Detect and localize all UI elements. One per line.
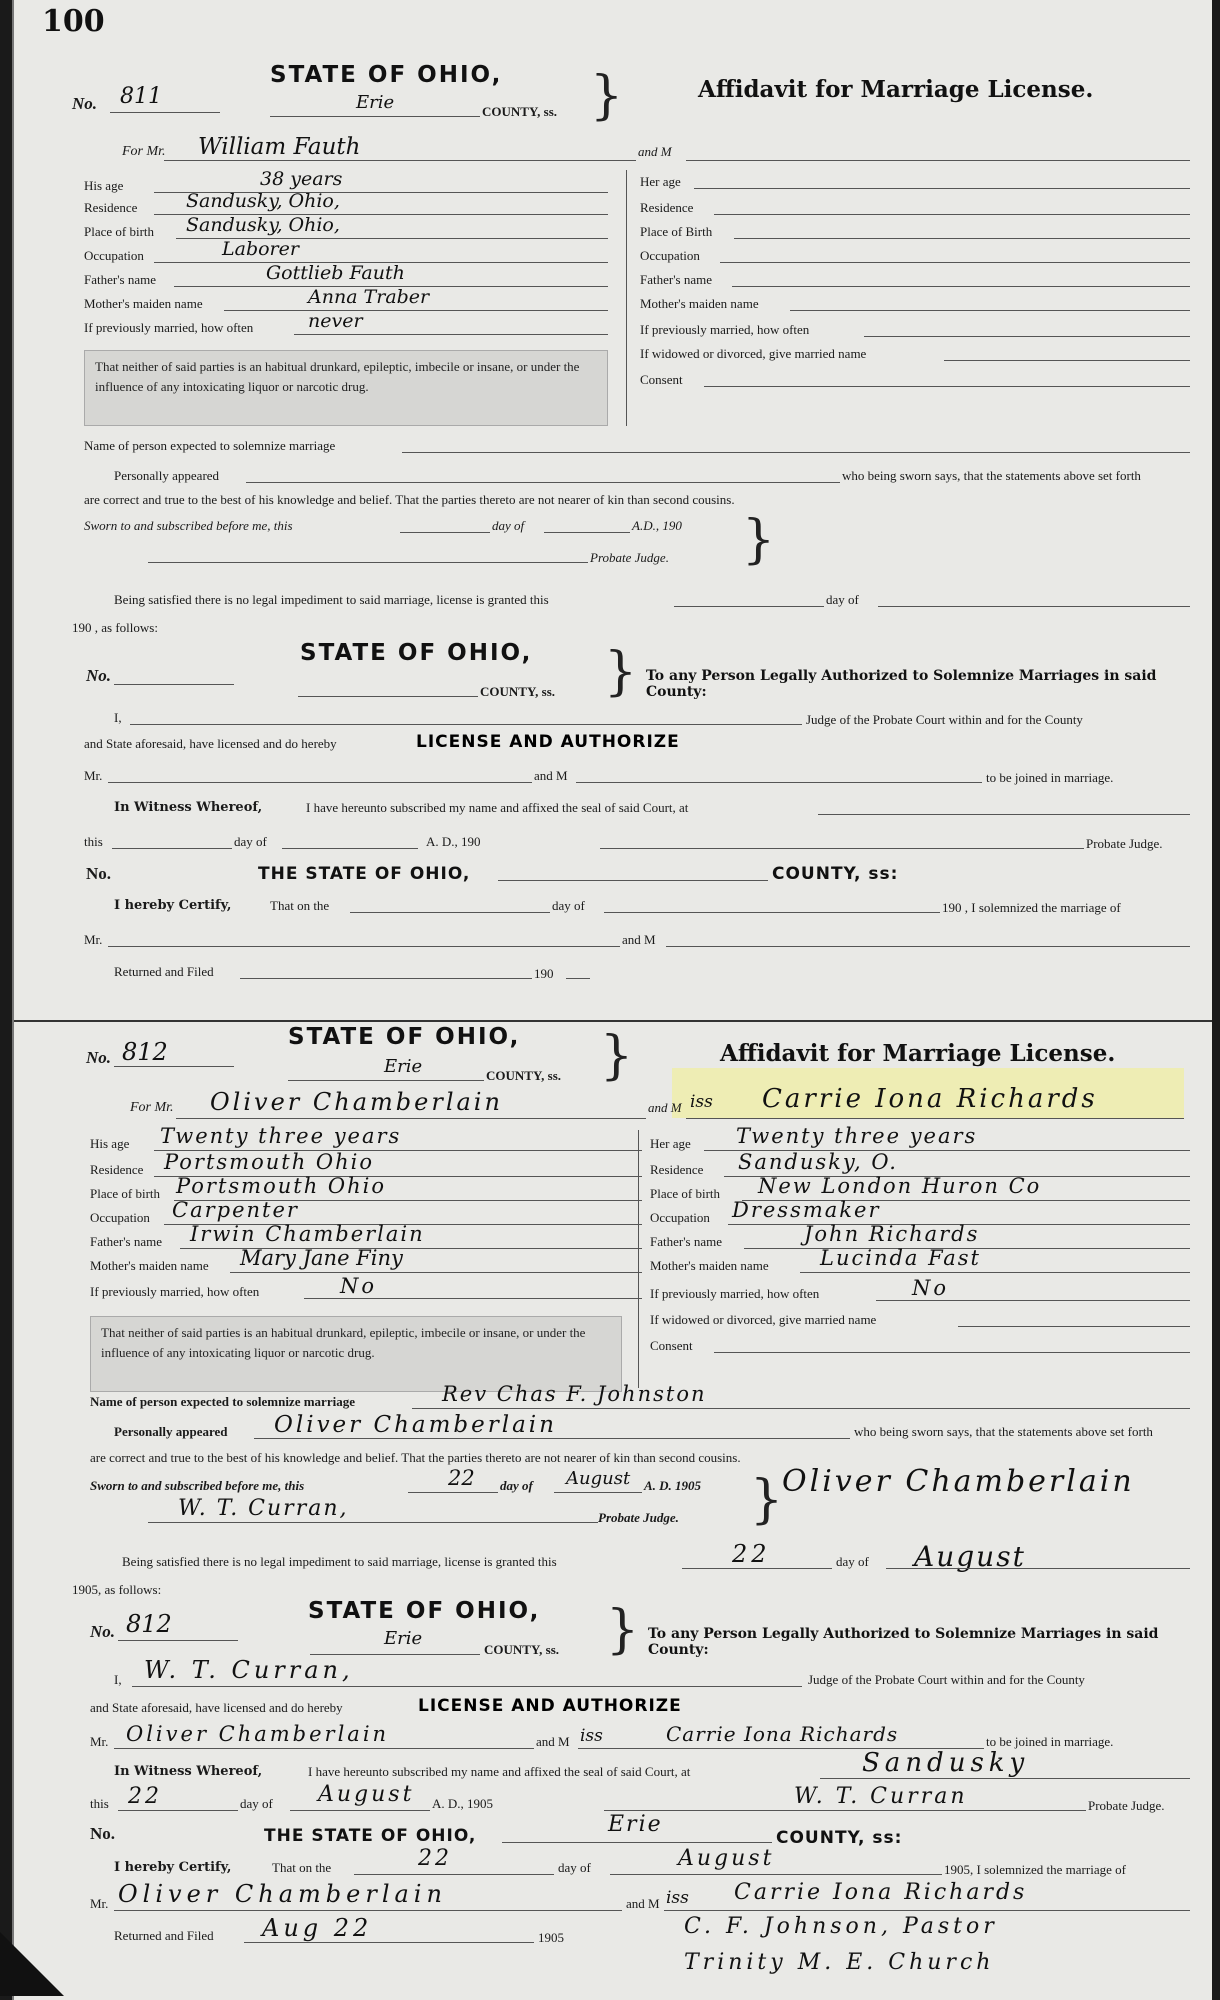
no-label: No. bbox=[90, 1824, 116, 1843]
ad-label: A. D., 190 bbox=[426, 834, 481, 849]
month-value: August bbox=[678, 1846, 775, 1871]
record-page: 100 No. 811 STATE OF OHIO, Erie COUNTY, ss. } Affidavit for Marriage License. For Mr. William Fauth and M His age 38 years Residence Sandusky, Ohio, Place of birth Sandusky, Ohio, Occupation Laborer Father's name Gottlieb Fauth Mother's maiden name Anna Traber If previously married, how often never That neither of said parties is an habitual drunkard, epileptic, imbecile or insane, or under the influence of any intoxicating liquor or narcotic drug. Her age Residence Place of Birth Occupation Father's name Mother's maiden name If previously married, how often If widowed or divorced, give married name Consent Name of person expected to solemnize marriage Personally appeared who being sworn says, that the statements above set forth are correct and true to the best of his knowledge and belief. That the parties thereto are not nearer of kin than second cousins. Sworn to and subscribed before me, this day of A.D., 190 } Probate Judge. Being satisfied there is no legal impediment to said marriage, license is granted this day of 190 , as follows: No. STATE OF OHIO, COUNTY, ss. } To any Person Legally Authorized to Solemnize Marriages in said County: I, Judge of the Probate Court within and for the County and State aforesaid, have licensed and do hereby LICENSE AND AUTHORIZE Mr. and M to be joined in marriage. In Witness Whereof, I have hereunto subscribed my name and affixed the seal of said Court, at this day of A. D., 190 Probate Judge. No. THE STATE OF OHIO, COUNTY, ss: I hereby Certify, That on the day of 190 , I solemnized the marriage of Mr. and M Returned and Filed 190 No. 812 STATE OF OHIO, Erie COUNTY, ss. } Affidavit for Marriage License. For Mr. Oliver Chamberlain and M iss Carrie Iona Richards His age Twenty three years Residence Portsmouth Ohio Place of birth Portsmouth Ohio Occupation Carpenter Father's name Irwin Chamberlain Mother's maiden name Mary Jane Finy If previously married, how often No That neither of said parties is an habitual drunkard, epileptic, imbecile or insane, or under the influence of any intoxicating liquor or narcotic drug. Her age Twenty three years Residence Sandusky, O. Place of birth New London Huron Co Occupation Dressmaker Father's name John Richards Mother's maiden name Lucinda Fast If previously married, how often No If widowed or divorced, give married name Consent Name of person expected to solemnize marriage Rev Chas F. Johnston Personally appeared Oliver Chamberlain who being sworn says, that the statements above set forth are correct and true to the best of his knowledge and belief. That the parties thereto are not nearer of kin than second cousins. Sworn to and subscribed before me, this 22 day of August A. D. 1905 } Oliver Chamberlain W. T. Curran, Probate Judge. Being satisfied there is no legal impediment to said marriage, license is granted this 22 day of August 1905, as follows: No. 812 STATE OF OHIO, Erie COUNTY, ss. } To any Person Legally Authorized to Solemnize Marriages in said County: I, W. T. Curran, Judge of the Probate Court within and for the County and State aforesaid, have licensed and do hereby LICENSE AND AUTHORIZE Mr. Oliver Chamberlain and M iss Carrie Iona Richards to be joined in marriage. In Witness Whereof, I have hereunto subscribed my name and affixed the seal of said Court, at Sandusky this 22 day of August A. D., 1905 W. T. Curran Probate Judge. No. THE STATE OF OHIO, Erie COUNTY, ss: I hereby Certify, That on the 22 day of August 1905, I solemnized the marriage of Mr. Oliver Chamberlain and M iss Carrie Iona Richards Returned and Filed Aug 22 1905 C. F. Johnson, Pastor Trinity M. E. Church bbox=[12, 0, 1212, 2000]
state-heading: STATE OF OHIO, bbox=[270, 62, 503, 88]
applicant-signature: Oliver Chamberlain bbox=[782, 1464, 1135, 1499]
county-name: Erie bbox=[356, 92, 395, 113]
affidavit-title: Affidavit for Marriage License. bbox=[698, 76, 1094, 103]
county-name: Erie bbox=[608, 1812, 663, 1837]
and-m-label: and M bbox=[626, 1896, 660, 1911]
his-age-label: His age bbox=[84, 178, 124, 193]
license-number: 812 bbox=[122, 1038, 168, 1066]
witness-bold: In Witness Whereof, bbox=[114, 1764, 263, 1779]
her-residence-label: Residence bbox=[650, 1162, 704, 1177]
prev-married-label: If previously married, how often bbox=[90, 1284, 260, 1299]
appeared-value: Oliver Chamberlain bbox=[274, 1412, 557, 1438]
sworn-month-value: August bbox=[566, 1468, 631, 1489]
license-number: 812 bbox=[126, 1610, 172, 1638]
drunkard-clause: That neither of said parties is an habitual drunkard, epileptic, imbecile or insane, or under the influence of any intoxicating liquor or narcotic drug. bbox=[90, 1316, 622, 1392]
her-father-label: Father's name bbox=[650, 1234, 723, 1249]
solemnize-label: Name of person expected to solemnize marriage bbox=[90, 1394, 355, 1409]
license-authorize: LICENSE AND AUTHORIZE bbox=[416, 732, 680, 752]
widowed-label: If widowed or divorced, give married name bbox=[650, 1312, 877, 1327]
judge-signature: W. T. Curran, bbox=[178, 1496, 349, 1521]
certify-text: That on the bbox=[270, 898, 330, 913]
judge-name-value: W. T. Curran, bbox=[144, 1656, 354, 1684]
no-label: No. bbox=[86, 864, 112, 883]
birth-label: Place of birth bbox=[90, 1186, 161, 1201]
appeared-label: Personally appeared bbox=[114, 468, 220, 483]
and-m-label: and M bbox=[638, 144, 672, 159]
probate-judge-label: Probate Judge. bbox=[1088, 1798, 1165, 1813]
her-age-label: Her age bbox=[640, 174, 681, 189]
probate-judge-label: Probate Judge. bbox=[590, 550, 669, 565]
father-value: Irwin Chamberlain bbox=[190, 1222, 425, 1246]
ad-label: A. D., 1905 bbox=[432, 1796, 494, 1811]
day-of-label: day of bbox=[240, 1796, 273, 1811]
for-mr-label: For Mr. bbox=[130, 1100, 174, 1115]
father-label: Father's name bbox=[90, 1234, 163, 1249]
solemnizer-value: Rev Chas F. Johnston bbox=[442, 1382, 707, 1406]
residence-label: Residence bbox=[90, 1162, 144, 1177]
authorized-heading: To any Person Legally Authorized to Solemnize Marriages in said County: bbox=[648, 1626, 1159, 1658]
day-of-label: day of bbox=[558, 1860, 591, 1875]
month-value: August bbox=[318, 1782, 415, 1807]
her-residence-value: Sandusky, O. bbox=[738, 1150, 898, 1174]
witness-text: I have hereunto subscribed my name and affixed the seal of said Court, at bbox=[306, 800, 689, 815]
her-occupation-label: Occupation bbox=[650, 1210, 710, 1225]
state-text: and State aforesaid, have licensed and do hereby bbox=[84, 736, 337, 751]
solemnized-text: 190 , I solemnized the marriage of bbox=[942, 900, 1121, 915]
county-label: COUNTY, ss. bbox=[482, 104, 558, 119]
state-heading: THE STATE OF OHIO, bbox=[264, 1826, 477, 1846]
witness-bold: In Witness Whereof, bbox=[114, 800, 263, 815]
judge-text: Judge of the Probate Court within and for the County bbox=[808, 1672, 1085, 1687]
sworn-day-of: day of bbox=[492, 518, 525, 533]
no-label: No. bbox=[72, 94, 98, 113]
sworn-says-text: who being sworn says, that the statements above set forth bbox=[854, 1424, 1153, 1439]
county-name: Erie bbox=[384, 1056, 423, 1077]
no-label: No. bbox=[86, 666, 112, 685]
mr-label: Mr. bbox=[90, 1896, 109, 1911]
state-heading: STATE OF OHIO, bbox=[300, 640, 533, 666]
and-m-label: and M bbox=[622, 932, 656, 947]
father-value: Gottlieb Fauth bbox=[266, 262, 405, 284]
consent-label: Consent bbox=[650, 1338, 693, 1353]
mother-label: Mother's maiden name bbox=[84, 296, 203, 311]
her-mother-label: Mother's maiden name bbox=[650, 1258, 769, 1273]
her-mother-value: Lucinda Fast bbox=[820, 1246, 981, 1270]
bride-prefix: iss bbox=[580, 1726, 603, 1746]
prev-married-value: No bbox=[340, 1274, 378, 1298]
mother-value: Anna Traber bbox=[308, 286, 430, 308]
birth-value: Sandusky, Ohio, bbox=[186, 214, 340, 236]
county-label: COUNTY, ss. bbox=[486, 1068, 562, 1083]
license-authorize: LICENSE AND AUTHORIZE bbox=[418, 1696, 682, 1716]
her-age-label: Her age bbox=[650, 1136, 691, 1151]
church-name: Trinity M. E. Church bbox=[684, 1950, 995, 1975]
certify-bold: I hereby Certify, bbox=[114, 1860, 232, 1875]
certify-bold: I hereby Certify, bbox=[114, 898, 232, 913]
groom-value: Oliver Chamberlain bbox=[118, 1880, 447, 1908]
as-follows-text: 190 , as follows: bbox=[72, 620, 158, 635]
bride-prefix: iss bbox=[690, 1092, 713, 1112]
judge-signature: W. T. Curran bbox=[794, 1784, 968, 1809]
place-value: Sandusky bbox=[862, 1748, 1030, 1778]
her-age-value: Twenty three years bbox=[736, 1124, 978, 1148]
correct-text: are correct and true to the best of his knowledge and belief. That the parties thereto are not nearer of kin than second cousins. bbox=[84, 492, 735, 507]
probate-judge-label: Probate Judge. bbox=[1086, 836, 1163, 851]
returned-label: Returned and Filed bbox=[114, 1928, 214, 1943]
corner-mount bbox=[0, 1932, 64, 1996]
this-label: this bbox=[90, 1796, 109, 1811]
as-follows-text: 1905, as follows: bbox=[72, 1582, 162, 1597]
her-mother-label: Mother's maiden name bbox=[640, 296, 759, 311]
sworn-says-text: who being sworn says, that the statements above set forth bbox=[842, 468, 1141, 483]
for-mr-label: For Mr. bbox=[122, 144, 166, 159]
her-birth-label: Place of birth bbox=[650, 1186, 721, 1201]
her-occupation-label: Occupation bbox=[640, 248, 700, 263]
birth-label: Place of birth bbox=[84, 224, 155, 239]
mr-label: Mr. bbox=[84, 932, 103, 947]
sworn-ad: A. D. 1905 bbox=[644, 1478, 702, 1493]
and-m-label: and M bbox=[648, 1100, 682, 1115]
day-value: 22 bbox=[128, 1784, 162, 1809]
county-name: Erie bbox=[384, 1628, 423, 1649]
granted-day-value: 22 bbox=[732, 1540, 771, 1568]
consent-label: Consent bbox=[640, 372, 683, 387]
residence-value: Portsmouth Ohio bbox=[164, 1150, 374, 1174]
day-of-label: day of bbox=[552, 898, 585, 913]
her-prev-label: If previously married, how often bbox=[650, 1286, 820, 1301]
solemnized-text: 1905, I solemnized the marriage of bbox=[944, 1862, 1126, 1877]
bride-name: Carrie Iona Richards bbox=[762, 1084, 1098, 1114]
license-number: 811 bbox=[120, 84, 162, 109]
officiant-signature: C. F. Johnson, Pastor bbox=[684, 1914, 998, 1939]
joined-text: to be joined in marriage. bbox=[986, 770, 1114, 785]
mr-label: Mr. bbox=[84, 768, 103, 783]
granted-day-of: day of bbox=[836, 1554, 869, 1569]
probate-judge-label: Probate Judge. bbox=[598, 1510, 679, 1525]
county-label: COUNTY, ss: bbox=[776, 1828, 903, 1848]
state-heading: STATE OF OHIO, bbox=[308, 1598, 541, 1624]
granted-day-of: day of bbox=[826, 592, 859, 607]
authorized-heading: To any Person Legally Authorized to Solemnize Marriages in said County: bbox=[646, 668, 1157, 700]
occupation-label: Occupation bbox=[90, 1210, 150, 1225]
her-residence-label: Residence bbox=[640, 200, 694, 215]
her-father-value: John Richards bbox=[804, 1222, 980, 1246]
groom-name: William Fauth bbox=[198, 134, 361, 160]
bride-value: Carrie Iona Richards bbox=[666, 1722, 899, 1746]
groom-name: Oliver Chamberlain bbox=[210, 1088, 503, 1116]
bride-value: Carrie Iona Richards bbox=[734, 1880, 1028, 1905]
state-heading: THE STATE OF OHIO, bbox=[258, 864, 471, 884]
mother-label: Mother's maiden name bbox=[90, 1258, 209, 1273]
his-age-value: Twenty three years bbox=[160, 1124, 402, 1148]
i-label: I, bbox=[114, 710, 122, 725]
his-age-value: 38 years bbox=[260, 168, 343, 190]
her-birth-value: New London Huron Co bbox=[758, 1174, 1042, 1198]
mother-value: Mary Jane Finy bbox=[240, 1246, 403, 1270]
state-heading: STATE OF OHIO, bbox=[288, 1024, 521, 1050]
witness-text: I have hereunto subscribed my name and affixed the seal of said Court, at bbox=[308, 1764, 691, 1779]
prev-married-label: If previously married, how often bbox=[84, 320, 254, 335]
year-label: 1905 bbox=[538, 1930, 564, 1945]
sworn-day-value: 22 bbox=[448, 1466, 475, 1490]
correct-text: are correct and true to the best of his knowledge and belief. That the parties thereto are not nearer of kin than second cousins. bbox=[90, 1450, 741, 1465]
bride-prefix: iss bbox=[666, 1888, 689, 1908]
i-label: I, bbox=[114, 1672, 122, 1687]
residence-label: Residence bbox=[84, 200, 138, 215]
appeared-label: Personally appeared bbox=[114, 1424, 228, 1439]
granted-month-value: August bbox=[914, 1540, 1026, 1573]
day-of-label: day of bbox=[234, 834, 267, 849]
drunkard-clause: That neither of said parties is an habitual drunkard, epileptic, imbecile or insane, or under the influence of any intoxicating liquor or narcotic drug. bbox=[84, 350, 608, 426]
occupation-value: Laborer bbox=[222, 238, 299, 260]
no-label: No. bbox=[90, 1622, 116, 1641]
birth-value: Portsmouth Ohio bbox=[176, 1174, 386, 1198]
her-occupation-value: Dressmaker bbox=[732, 1198, 881, 1222]
mr-label: Mr. bbox=[90, 1734, 109, 1749]
returned-label: Returned and Filed bbox=[114, 964, 214, 979]
sworn-label: Sworn to and subscribed before me, this bbox=[84, 518, 293, 533]
father-label: Father's name bbox=[84, 272, 157, 287]
prev-married-value: never bbox=[308, 310, 363, 332]
county-label: COUNTY, ss. bbox=[484, 1642, 560, 1657]
satisfied-text: Being satisfied there is no legal impediment to said marriage, license is granted this bbox=[114, 592, 549, 607]
affidavit-title: Affidavit for Marriage License. bbox=[720, 1040, 1116, 1067]
no-label: No. bbox=[86, 1048, 112, 1067]
widowed-label: If widowed or divorced, give married name bbox=[640, 346, 867, 361]
and-m-label: and M bbox=[536, 1734, 570, 1749]
filed-date-value: Aug 22 bbox=[262, 1914, 373, 1942]
county-label: COUNTY, ss. bbox=[480, 684, 556, 699]
sworn-label: Sworn to and subscribed before me, this bbox=[90, 1478, 305, 1493]
her-birth-label: Place of Birth bbox=[640, 224, 713, 239]
and-m-label: and M bbox=[534, 768, 568, 783]
sworn-ad: A.D., 190 bbox=[632, 518, 682, 533]
occupation-value: Carpenter bbox=[172, 1198, 299, 1222]
this-label: this bbox=[84, 834, 103, 849]
residence-value: Sandusky, Ohio, bbox=[186, 190, 340, 212]
occupation-label: Occupation bbox=[84, 248, 144, 263]
joined-text: to be joined in marriage. bbox=[986, 1734, 1114, 1749]
sworn-day-of: day of bbox=[500, 1478, 533, 1493]
page-number: 100 bbox=[42, 4, 105, 39]
judge-text: Judge of the Probate Court within and for the County bbox=[806, 712, 1083, 727]
county-label: COUNTY, ss: bbox=[772, 864, 899, 884]
certify-text: That on the bbox=[272, 1860, 332, 1875]
his-age-label: His age bbox=[90, 1136, 130, 1151]
day-value: 22 bbox=[418, 1846, 452, 1871]
state-text: and State aforesaid, have licensed and do hereby bbox=[90, 1700, 343, 1715]
her-prev-value: No bbox=[912, 1276, 950, 1300]
her-prev-label: If previously married, how often bbox=[640, 322, 810, 337]
her-father-label: Father's name bbox=[640, 272, 713, 287]
groom-value: Oliver Chamberlain bbox=[126, 1722, 390, 1746]
satisfied-text: Being satisfied there is no legal impediment to said marriage, license is granted this bbox=[122, 1554, 557, 1569]
year-label: 190 bbox=[534, 966, 554, 981]
solemnize-label: Name of person expected to solemnize marriage bbox=[84, 438, 336, 453]
